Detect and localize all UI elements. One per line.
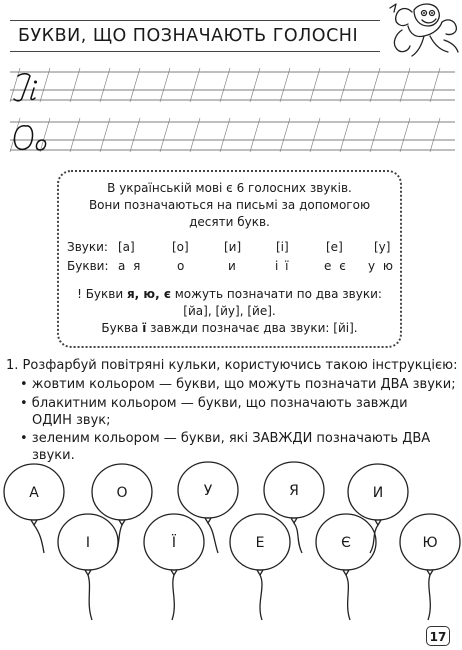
- task-intro: 1. Розфарбуй повітряні кульки, користуючись такою інструкцією:: [6, 358, 458, 373]
- letters-u-yu: у ю: [368, 259, 394, 273]
- note-yi-prefix: Буква: [101, 321, 143, 335]
- sound-e: [е]: [326, 240, 343, 254]
- balloon-bottom-2[interactable]: [144, 514, 204, 620]
- sound-i: [і]: [276, 240, 289, 254]
- balloon-letter-bottom-1: І: [85, 535, 91, 551]
- sound-u: [у]: [374, 240, 391, 254]
- letters-i-yi: і ї: [275, 259, 289, 273]
- handwriting-practice-lines: [0, 60, 462, 160]
- sound-y: [и]: [224, 240, 242, 254]
- title-rule-bottom: [10, 51, 380, 52]
- note-yi-suffix: завжди позначає два звуки: [йі].: [146, 321, 358, 335]
- letters-o: о: [177, 259, 185, 273]
- balloon-letter-bottom-5: Ю: [422, 535, 438, 551]
- task-bullet-green-line2: звуки.: [32, 448, 75, 463]
- note-two-sounds-suffix: можуть позначати по два звуки:: [170, 287, 382, 301]
- note-two-sounds-examples: [йа], [йу], [йе].: [183, 304, 276, 318]
- mascot-illustration: [384, 0, 462, 62]
- letters-y: и: [228, 259, 236, 273]
- task-bullet-blue-line1: • блакитним кольором — букви, що позначають завжди: [20, 396, 408, 411]
- sound-a: [а]: [118, 240, 135, 254]
- task-bullet-yellow: • жовтим кольором — букви, що можуть позначати ДВА звуки;: [20, 377, 456, 392]
- info-line-1: В українській мові є 6 голосних звуків.: [107, 181, 352, 195]
- balloon-letter-bottom-2: Ї: [171, 535, 177, 551]
- letters-e-ye: е є: [324, 259, 346, 273]
- balloon-letter-top-2: О: [116, 485, 128, 501]
- balloon-bottom-5[interactable]: [400, 514, 460, 620]
- balloon-letter-top-5: И: [372, 485, 384, 501]
- page-number: 17: [426, 626, 450, 646]
- balloon-letter-bottom-4: Є: [341, 535, 351, 551]
- title-rule-top: [10, 20, 380, 21]
- note-yi: [57, 320, 402, 337]
- balloon-letter-top-4: Я: [289, 483, 299, 499]
- balloon-letter-top-1: А: [29, 485, 39, 501]
- sound-o: [о]: [172, 240, 189, 254]
- note-two-sounds-prefix: ! Букви: [77, 287, 127, 301]
- balloon-bottom-3[interactable]: [230, 514, 290, 620]
- balloon-bottom-4[interactable]: [316, 514, 376, 620]
- balloon-letter-bottom-3: Е: [255, 535, 265, 551]
- info-line-3: десяти букв.: [189, 215, 270, 229]
- letters-a-ya: а я: [118, 259, 141, 273]
- task-bullet-green-line1: • зеленим кольором — букви, які ЗАВЖДИ позначають ДВА: [20, 431, 431, 446]
- balloons-illustration: [0, 455, 462, 625]
- balloon-letter-top-3: У: [203, 483, 213, 499]
- info-line-2: Вони позначаються на письмі за допомогою: [88, 198, 371, 212]
- page-title: БУКВИ, ЩО ПОЗНАЧАЮТЬ ГОЛОСНІ: [18, 26, 359, 46]
- balloon-top-1[interactable]: [4, 464, 64, 553]
- note-two-sounds-letters: я, ю, є: [126, 287, 171, 301]
- task-bullet-blue-line2: ОДИН звук;: [32, 413, 111, 428]
- letters-label: Букви:: [67, 259, 109, 273]
- note-yi-letter: ї: [142, 321, 147, 335]
- balloon-bottom-1[interactable]: [58, 514, 118, 620]
- sounds-label: Звуки:: [67, 240, 108, 254]
- note-two-sounds: [57, 286, 402, 303]
